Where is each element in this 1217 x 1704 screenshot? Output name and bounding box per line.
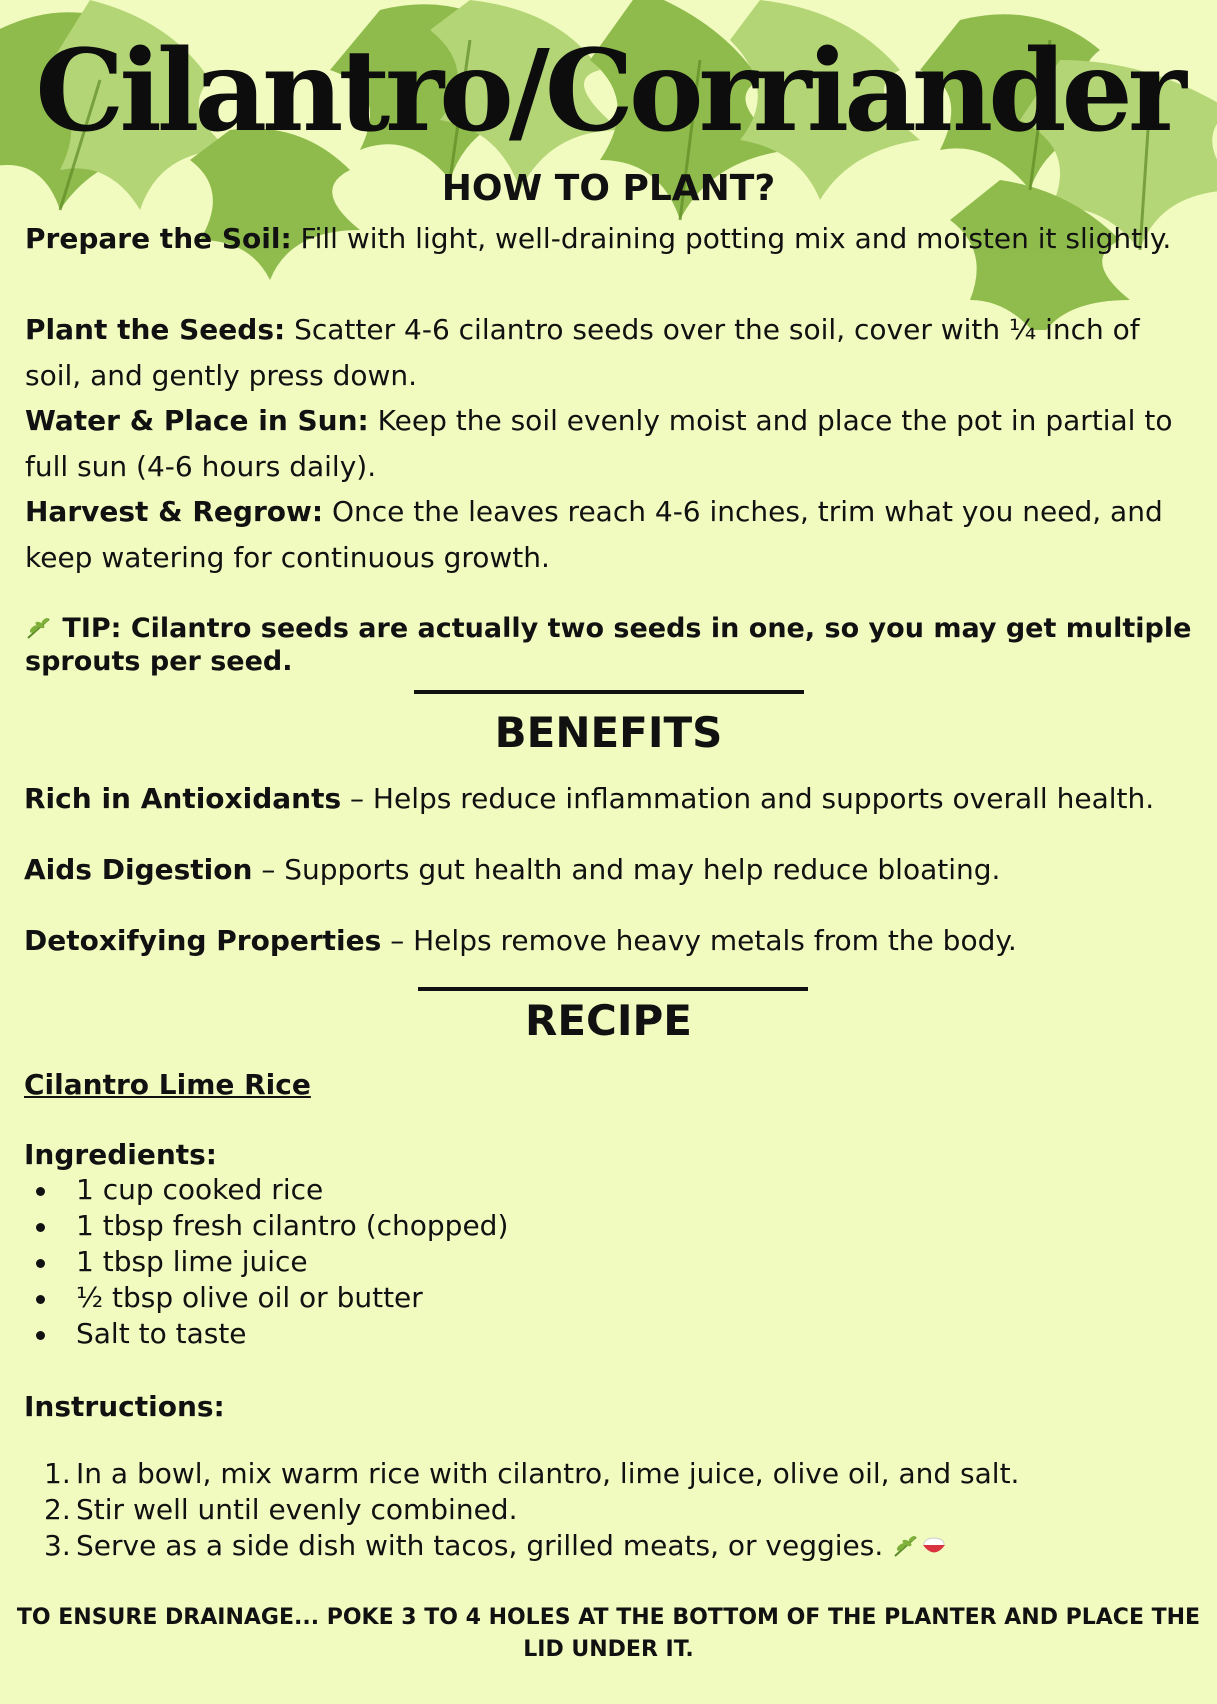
herb-icon xyxy=(25,616,53,640)
ingredients-list xyxy=(24,1172,508,1352)
step-text: Fill with light, well-draining potting mix and moisten it slightly. xyxy=(291,222,1172,255)
rice-bowl-icon xyxy=(920,1534,948,1558)
benefit-antioxidants xyxy=(24,782,1204,815)
drainage-note: TO ENSURE DRAINAGE... POKE 3 TO 4 HOLES AT THE BOTTOM OF THE PLANTER AND PLACE THE LID UNDER IT. xyxy=(16,1605,1201,1662)
section-divider xyxy=(418,987,808,991)
benefits-heading: BENEFITS xyxy=(494,708,723,757)
list-item: Salt to taste xyxy=(24,1316,508,1352)
step-label: Harvest & Regrow: xyxy=(25,495,324,528)
step-label: Plant the Seeds: xyxy=(25,313,286,346)
step-prepare-soil xyxy=(25,216,1190,262)
instructions-list xyxy=(44,1456,1019,1564)
step-number: 2. xyxy=(44,1493,71,1526)
benefit-digestion xyxy=(24,853,1204,886)
step-text: Once the leaves reach 4-6 inches, trim what you need, and keep watering for continuous growth. xyxy=(25,495,1163,574)
recipe-name: Cilantro Lime Rice xyxy=(24,1068,311,1101)
ingredients-heading: Ingredients: xyxy=(24,1138,218,1171)
step-number: 3. xyxy=(44,1529,71,1562)
step-number: 1. xyxy=(44,1457,71,1490)
instructions-heading: Instructions: xyxy=(24,1390,225,1423)
benefit-label: Detoxifying Properties xyxy=(24,924,382,957)
section-divider xyxy=(414,690,804,694)
list-item xyxy=(44,1492,1019,1528)
step-label: Water & Place in Sun: xyxy=(25,404,369,437)
list-item: 1 cup cooked rice xyxy=(24,1172,508,1208)
step-text: Stir well until evenly combined. xyxy=(76,1493,518,1526)
tip-note xyxy=(25,612,1195,678)
step-harvest-regrow xyxy=(25,489,1190,581)
step-plant-seeds xyxy=(25,307,1190,399)
list-item xyxy=(44,1528,1019,1564)
list-item: 1 tbsp fresh cilantro (chopped) xyxy=(24,1208,508,1244)
step-label: Prepare the Soil: xyxy=(25,222,292,255)
step-text: Serve as a side dish with tacos, grilled meats, or veggies. xyxy=(76,1529,884,1562)
benefit-text: – Helps remove heavy metals from the body. xyxy=(381,924,1017,957)
recipe-heading: RECIPE xyxy=(525,996,692,1045)
benefit-text: – Helps reduce inflammation and supports overall health. xyxy=(341,782,1155,815)
benefit-label: Rich in Antioxidants xyxy=(24,782,342,815)
list-item xyxy=(44,1456,1019,1492)
step-water-sun xyxy=(25,398,1190,490)
list-item: 1 tbsp lime juice xyxy=(24,1244,508,1280)
tip-text: TIP: Cilantro seeds are actually two seeds in one, so you may get multiple sprouts per seed. xyxy=(25,613,1192,677)
list-item: ½ tbsp olive oil or butter xyxy=(24,1280,508,1316)
page-title: Cilantro/Corriander xyxy=(35,26,1182,157)
step-text: Scatter 4-6 cilantro seeds over the soil, cover with ¼ inch of soil, and gently press down. xyxy=(25,313,1140,392)
herb-icon xyxy=(892,1534,920,1558)
how-to-plant-heading: HOW TO PLANT? xyxy=(441,168,776,209)
benefit-label: Aids Digestion xyxy=(24,853,253,886)
step-text: In a bowl, mix warm rice with cilantro, lime juice, olive oil, and salt. xyxy=(76,1457,1020,1490)
benefit-detox xyxy=(24,924,1204,957)
step-text: Keep the soil evenly moist and place the pot in partial to full sun (4-6 hours daily). xyxy=(25,404,1173,483)
benefit-text: – Supports gut health and may help reduce bloating. xyxy=(252,853,1001,886)
